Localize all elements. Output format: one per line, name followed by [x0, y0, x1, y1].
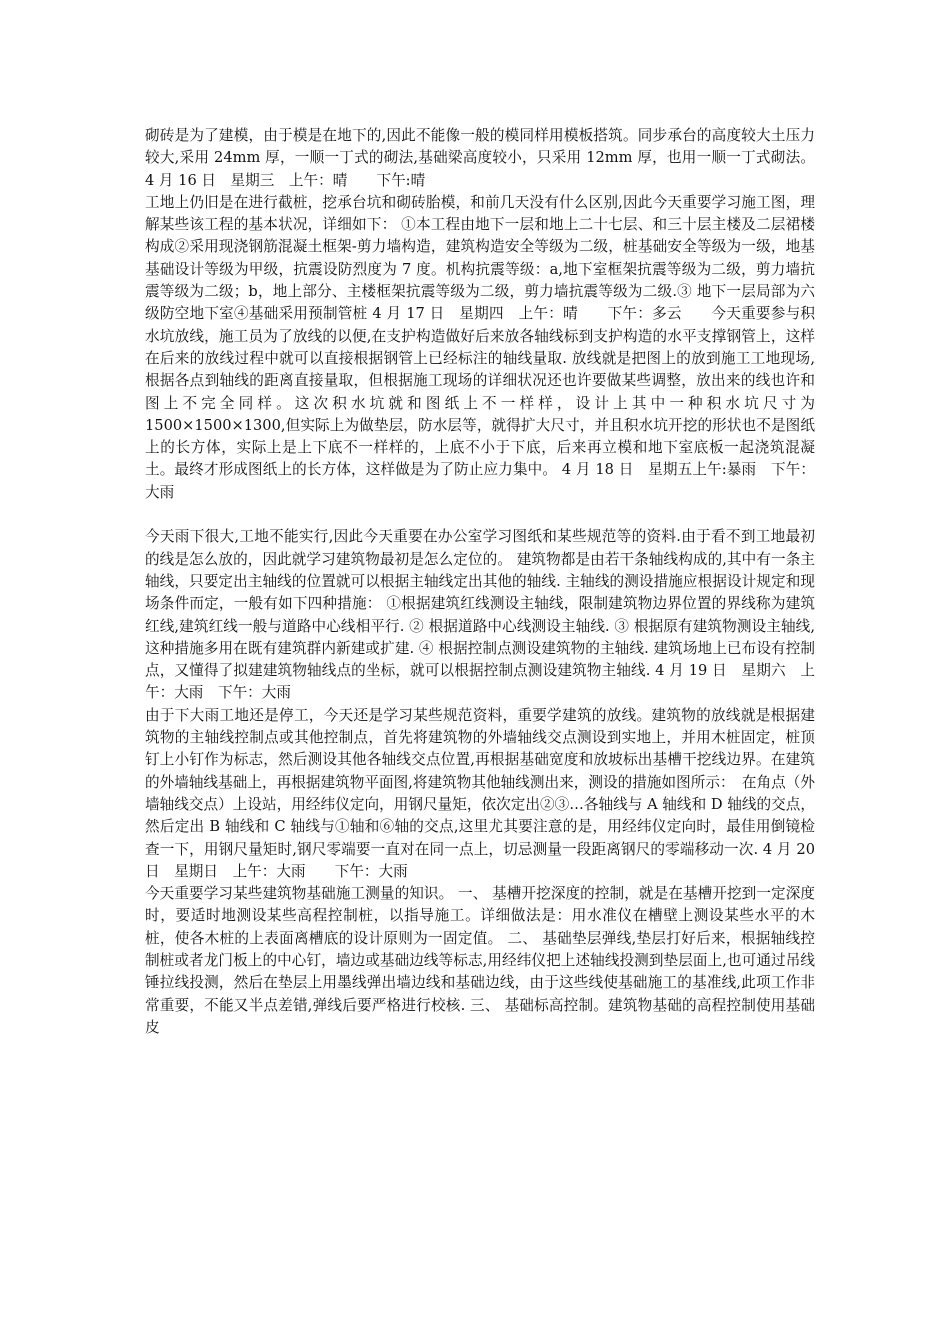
document-body: [145, 125, 815, 1039]
paragraph-gap: [145, 504, 815, 526]
paragraph-2: 工地上仍旧是在进行截桩，挖承台坑和砌砖胎模，和前几天没有什么区别,因此今天重要学习施工图，理解某些该工程的基本状况，详细如下： ①本工程由地下一层和地上二十七层、和三十层主楼及二层裙楼构成②采用现浇钢筋混凝土框架-剪力墙构造，建筑构造安全等级为二级，桩基础安全等级为一级，地基基础设计等级为甲级，抗震设防烈度为 7 度。机构抗震等级：a,地下室框架抗震等级为二级，剪力墙抗震等级为二级；b，地上部分、主楼框架抗震等级为二级，剪力墙抗震等级为二级.③ 地下一层局部为六级防空地下室④基础采用预制管桩 4 月 17 日 星期四 上午：晴 下午：多云 今天重要参与积水坑放线，施工员为了放线的以便,在支护构造做好后来放各轴线标到支护构造的水平支撑钢管上，这样在后来的放线过程中就可以直接根据钢管上已经标注的轴线量取. 放线就是把图上的放到施工工地现场,根据各点到轴线的距离直接量取，但根据施工现场的详细状况还也许要做某些调整，放出来的线也许和图上不完全同样。这次积水坑就和图纸上不一样样，设计上其中一种积水坑尺寸为 1500×1500×1300,但实际上为做垫层，防水层等，就得扩大尺寸，并且积水坑开挖的形状也不是图纸上的长方体，实际上是上下底不一样样的，上底不小于下底，后来再立模和地下室底板一起浇筑混凝土。最终才形成图纸上的长方体，这样做是为了防止应力集中。 4 月 18 日 星期五上午:暴雨 下午：大雨: [145, 193, 815, 501]
paragraph-1: 砌砖是为了建模，由于模是在地下的,因此不能像一般的模同样用模板搭筑。同步承台的高度较大土压力较大,采用 24mm 厚，一顺一丁式的砌法,基础梁高度较小，只采用 12mm 厚，也用一顺一丁式砌法。 4 月 16 日 星期三 上午：晴 下午:晴: [145, 127, 815, 189]
paragraph-4: 由于下大雨工地还是停工，今天还是学习某些规范资料，重要学建筑的放线。建筑物的放线就是根据建筑物的主轴线控制点或其他控制点，首先将建筑物的外墙轴线交点测设到实地上，并用木桩固定，桩顶钉上小钉作为标志，然后测设其他各轴线交点位置,再根据基础宽度和放坡标出基槽干挖线边界。在建筑的外墙轴线基础上，再根据建筑物平面图,将建筑物其他轴线测出来，测设的措施如图所示： 在角点（外墙轴线交点）上设站，用经纬仪定向，用钢尺量矩，依次定出②③…各轴线与 A 轴线和 D 轴线的交点，然后定出 B 轴线和 C 轴线与①轴和⑥轴的交点,这里尤其要注意的是，用经纬仪定向时，最佳用倒镜检查一下，用钢尺量矩时,钢尺零端要一直对在同一点上，切忌测量一段距离钢尺的零端移动一次. 4 月 20 日 星期日 上午：大雨 下午：大雨: [145, 706, 815, 880]
paragraph-3: 今天雨下很大,工地不能实行,因此今天重要在办公室学习图纸和某些规范等的资料.由于看不到工地最初的线是怎么放的，因此就学习建筑物最初是怎么定位的。 建筑物都是由若干条轴线构成的,其中有一条主轴线，只要定出主轴线的位置就可以根据主轴线定出其他的轴线. 主轴线的测设措施应根据设计规定和现场条件而定，一般有如下四种措施： ①根据建筑红线测设主轴线，限制建筑物边界位置的界线称为建筑红线,建筑红线一般与道路中心线相平行. ② 根据道路中心线测设主轴线. ③ 根据原有建筑物测设主轴线,这种措施多用在既有建筑群内新建或扩建. ④ 根据控制点测设建筑物的主轴线. 建筑场地上已布设有控制点，又懂得了拟建建筑物轴线点的坐标，就可以根据控制点测设建筑物主轴线. 4 月 19 日 星期六 上午：大雨 下午：大雨: [145, 528, 815, 702]
paragraph-5: 今天重要学习某些建筑物基础施工测量的知识。 一、 基槽开挖深度的控制，就是在基槽开挖到一定深度时，要适时地测设某些高程控制桩，以指导施工。详细做法是：用水准仪在槽壁上测设某些水平的木桩，使各木桩的上表面离槽底的设计原则为一固定值。 二、 基础垫层弹线,垫层打好后来，根据轴线控制桩或者龙门板上的中心钉，墙边或基础边线等标志,用经纬仪把上述轴线投测到垫层面上,也可通过吊线锤拉线投测，然后在垫层上用墨线弹出墙边线和基础边线，由于这些线使基础施工的基准线,此项工作非常重要，不能又半点差错,弹线后要严格进行校核. 三、 基础标高控制。建筑物基础的高程控制使用基础皮: [145, 885, 815, 1036]
